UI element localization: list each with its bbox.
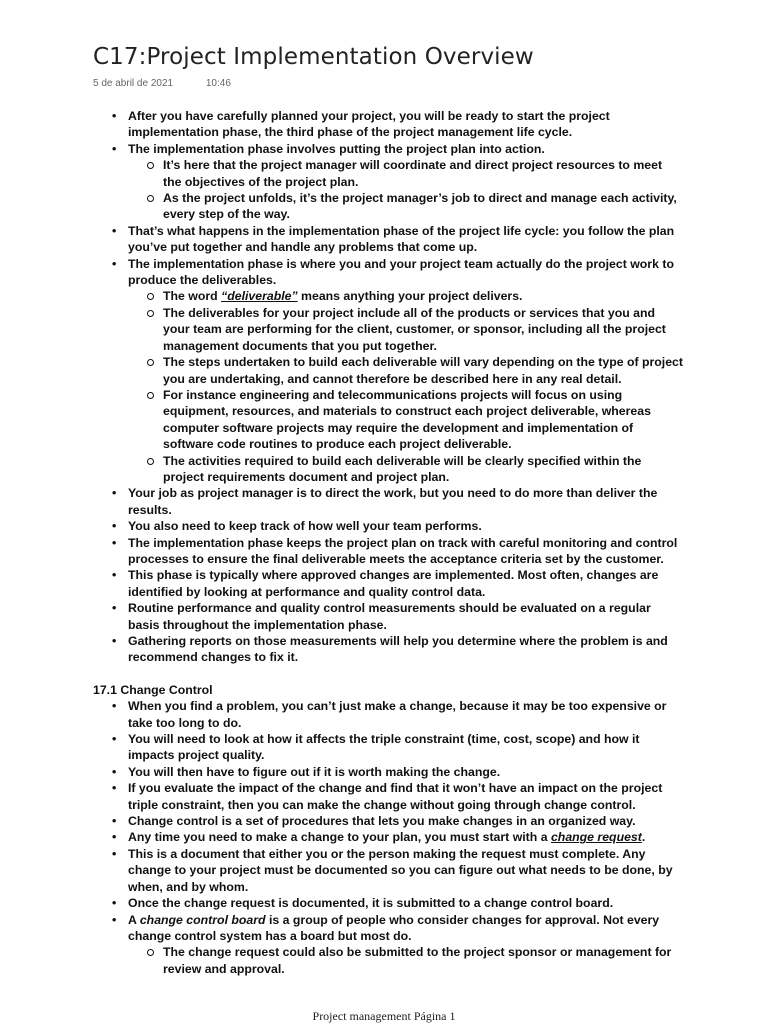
page-title: C17:Project Implementation Overview (93, 44, 534, 70)
sub-list-item: For instance engineering and telecommunications projects will focus on using equipment, resources, and materials to construct each project deliverable, whereas computer software projects may require the development and implementation of software code routines to produce each project deliverable. (128, 387, 683, 453)
list-item: • Once the change request is documented, it is submitted to a change control board. (93, 895, 683, 911)
sub-list-item: The change request could also be submitted to the project sponsor or management for review and approval. (128, 944, 683, 977)
list-item: • Gathering reports on those measurements will help you determine where the problem is and recommend changes to fix it. (93, 633, 683, 666)
list-item: • A change control board is a group of people who consider changes for approval. Not every change control system has a board but most do. The change request could also be submitted to the project sponsor or management for review and approval. (93, 912, 683, 978)
list-item: • You also need to keep track of how well your team performs. (93, 518, 683, 534)
sub-list (128, 288, 683, 485)
page-footer: Project management Página 1 (312, 1009, 456, 1023)
list-item: • The implementation phase involves putting the project plan into action. It’s here that the project manager will coordinate and direct project resources to meet the objectives of the project plan. As the project unfolds, it’s the project manager’s job to direct and manage each activity, every step of the way. (93, 141, 683, 223)
list-item: • If you evaluate the impact of the change and find that it won’t have an impact on the project triple constraint, then you can make the change without going through change control. (93, 780, 683, 813)
note-time: 10:46 (205, 78, 231, 89)
note-date: 5 de abril de 2021 (93, 78, 174, 89)
list-item: • Change control is a set of procedures that lets you make changes in an organized way. (93, 813, 683, 829)
implementation-bullet-list (93, 108, 683, 666)
list-item: • Routine performance and quality control measurements should be evaluated on a regular basis throughout the implementation phase. (93, 600, 683, 633)
term-deliverable: “deliverable” (221, 289, 298, 304)
change-control-bullet-list (93, 698, 683, 977)
note-metadata (93, 78, 261, 89)
list-item: • Any time you need to make a change to your plan, you must start with a change request. (93, 829, 683, 845)
sub-list (128, 157, 683, 223)
term-change-control-board: change control board (139, 912, 266, 927)
list-item: • When you find a problem, you can’t just make a change, because it may be too expensive or take too long to do. (93, 698, 683, 731)
list-item: • Your job as project manager is to direct the work, but you need to do more than deliver the results. (93, 485, 683, 518)
sub-list-item: The deliverables for your project include all of the products or services that you and your team are performing for the client, customer, or sponsor, including all the project management documents that you put together. (128, 305, 683, 354)
sub-list (128, 944, 683, 977)
list-item: • After you have carefully planned your project, you will be ready to start the project implementation phase, the third phase of the project management life cycle. (93, 108, 683, 141)
list-item: • That’s what happens in the implementation phase of the project life cycle: you follow the plan you’ve put together and handle any problems that come up. (93, 223, 683, 256)
section-heading-change-control: 17.1 Change Control (93, 682, 213, 697)
term-change-request: change request (550, 830, 642, 845)
sub-list-item: The word “deliverable” means anything your project delivers. (128, 288, 683, 304)
list-item: • The implementation phase is where you and your project team actually do the project work to produce the deliverables. The word “deliverable” means anything your project delivers. The deliverables for your project include all of the products or services that you and your team are performing for the client, customer, or sponsor, including all the project management documents that you put together. The steps undertaken to build each deliverable will vary depending on the type of project you are undertaking, and cannot therefore be described here in any real detail. For instance engineering and telecommunications projects will focus on using equipment, resources, and materials to construct each project deliverable, whereas computer software projects may require the development and implementation of software code routines to produce each project deliverable. The activities required to build each deliverable will be clearly specified within the project requirements document and project plan. (93, 256, 683, 486)
list-item: • This phase is typically where approved changes are implemented. Most often, changes are identified by looking at performance and quality control data. (93, 567, 683, 600)
sub-list-item: The activities required to build each deliverable will be clearly specified within the project requirements document and project plan. (128, 453, 683, 486)
list-item: • The implementation phase keeps the project plan on track with careful monitoring and control processes to ensure the final deliverable meets the acceptance criteria set by the customer. (93, 535, 683, 568)
sub-list-item: The steps undertaken to build each deliverable will vary depending on the type of project you are undertaking, and cannot therefore be described here in any real detail. (128, 354, 683, 387)
sub-list-item: It’s here that the project manager will coordinate and direct project resources to meet the objectives of the project plan. (128, 157, 683, 190)
list-item: • You will then have to figure out if it is worth making the change. (93, 764, 683, 780)
sub-list-item: As the project unfolds, it’s the project manager’s job to direct and manage each activity, every step of the way. (128, 190, 683, 223)
list-item: • This is a document that either you or the person making the request must complete. Any change to your project must be documented so you can figure out what needs to be done, by when, and by whom. (93, 846, 683, 895)
note-body (93, 108, 683, 977)
list-item: • You will need to look at how it affects the triple constraint (time, cost, scope) and how it impacts project quality. (93, 731, 683, 764)
